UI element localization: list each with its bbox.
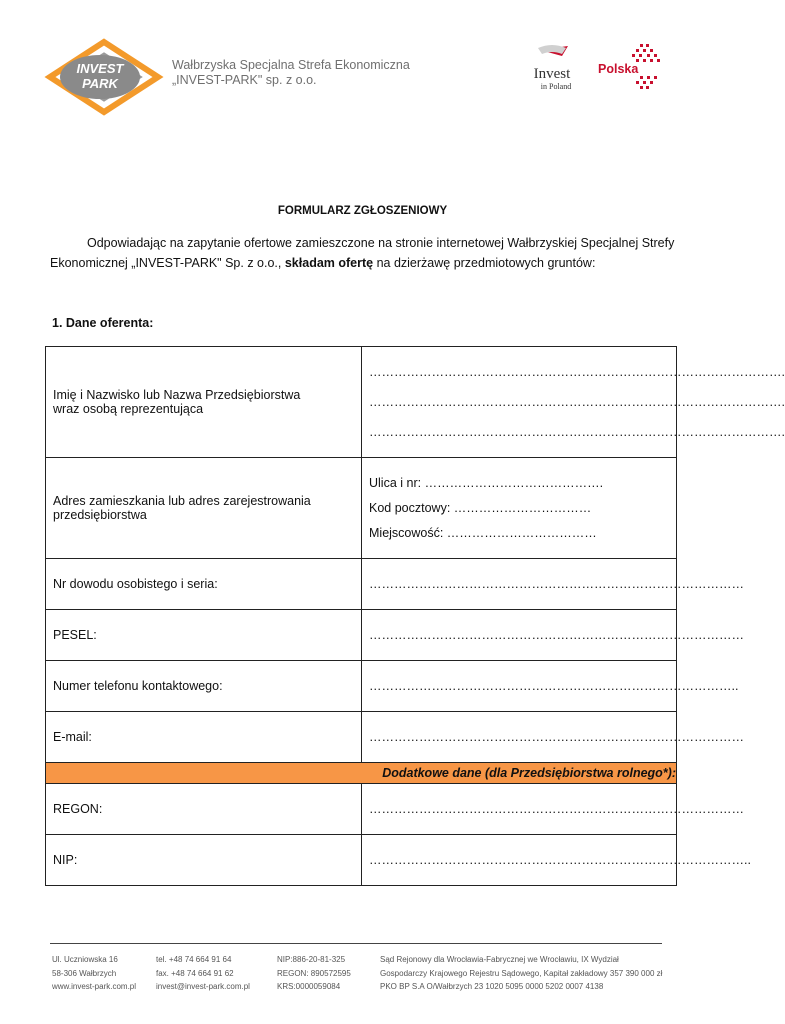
address-street[interactable]: Ulica i nr: ……………………………………. — [369, 475, 604, 490]
name-label — [46, 347, 362, 458]
address-label — [46, 458, 362, 559]
footer-address — [52, 953, 136, 994]
table-row — [46, 458, 677, 559]
address-label-line2: przedsiębiorstwa — [53, 508, 147, 522]
footer-text: Gospodarczy Krajowego Rejestru Sądowego, Kapitał zakładowy 357 390 000 zł — [380, 968, 663, 978]
table-row — [46, 763, 677, 784]
footer-email-link[interactable]: invest@invest-park.com.pl — [156, 982, 250, 991]
pesel-value[interactable]: ……………………………………………………………………………… — [369, 628, 744, 642]
invest-text: Invest — [533, 66, 571, 82]
email-field[interactable] — [362, 712, 744, 763]
footer-text: Sąd Rejonowy dla Wrocławia-Fabrycznej we Wrocławiu, IX Wydział — [380, 955, 619, 964]
footer-divider — [50, 943, 662, 944]
intro-paragraph — [50, 233, 680, 273]
footer-text: NIP:886-20-81-325 — [277, 955, 346, 964]
footer-text: REGON: 890572595 — [277, 968, 351, 978]
intro-text-2: na dzierżawę przedmiotowych gruntów: — [373, 256, 596, 270]
form-title: FORMULARZ ZGŁOSZENIOWY — [277, 205, 448, 217]
company-name — [172, 58, 410, 88]
nip-value[interactable]: ……………………………………………………………………………….. — [369, 853, 751, 867]
id-number-label: Nr dowodu osobistego i seria: — [46, 559, 362, 610]
phone-field[interactable] — [362, 661, 739, 712]
logo-text-park: PARK — [82, 76, 118, 91]
table-row — [46, 712, 677, 763]
table-row — [46, 610, 677, 661]
invest-park-logo — [48, 40, 160, 114]
email-label: E-mail: — [46, 712, 362, 763]
footer-text: Ul. Uczniowska 16 — [52, 955, 118, 964]
name-dotted-line-1[interactable]: ………………………………………………………………………………………. — [369, 365, 785, 379]
footer-text: 58-306 Wałbrzych — [52, 968, 117, 978]
intro-text-1: Odpowiadając na zapytanie ofertowe zamieszczone na stronie internetowej Wałbrzyskiej Specjalnej Strefy Ekonomicznej „INVEST-PARK" Sp. z o.o., — [50, 236, 675, 270]
polska-logo — [596, 40, 668, 92]
table-row — [46, 784, 677, 835]
table-row — [46, 347, 677, 458]
table-row — [46, 835, 677, 886]
phone-label: Numer telefonu kontaktowego: — [46, 661, 362, 712]
name-label-line1: Imię i Nazwisko lub Nazwa Przedsiębiorstwa — [53, 388, 301, 402]
footer-website-link[interactable]: www.invest-park.com.pl — [52, 982, 137, 991]
footer-registration — [277, 953, 351, 994]
address-postal-code[interactable]: Kod pocztowy: …………………………… — [369, 500, 592, 515]
regon-value[interactable]: ……………………………………………………………………………… — [369, 802, 744, 816]
regon-label: REGON: — [46, 784, 362, 835]
email-value[interactable]: ……………………………………………………………………………… — [369, 730, 744, 744]
nip-label: NIP: — [46, 835, 362, 886]
address-field[interactable] — [362, 458, 677, 559]
footer-text: tel. +48 74 664 91 64 — [156, 955, 232, 964]
pesel-label: PESEL: — [46, 610, 362, 661]
id-number-field[interactable] — [362, 559, 744, 610]
invest-in-poland-logo — [522, 44, 584, 94]
additional-data-header: Dodatkowe dane (dla Przedsiębiorstwa rolnego*): — [46, 763, 677, 784]
footer-text: KRS:0000059084 — [277, 982, 341, 991]
footer-legal — [380, 953, 662, 994]
pesel-field[interactable] — [362, 610, 744, 661]
logo-text-invest: INVEST — [76, 61, 124, 76]
company-name-line2: „INVEST-PARK" sp. z o.o. — [172, 73, 317, 87]
phone-value[interactable]: …………………………………………………………………………….. — [369, 679, 739, 693]
footer-text: PKO BP S.A O/Wałbrzych 23 1020 5095 0000 5202 0007 4138 — [380, 982, 604, 991]
id-number-value[interactable]: ……………………………………………………………………………… — [369, 577, 744, 591]
address-city[interactable]: Miejscowość: ……………………………… — [369, 525, 597, 540]
table-row — [46, 661, 677, 712]
address-label-line1: Adres zamieszkania lub adres zarejestrowania — [53, 494, 311, 508]
nip-field[interactable] — [362, 835, 751, 886]
section-heading: 1. Dane oferenta: — [52, 316, 154, 330]
footer-text: fax. +48 74 664 91 62 — [156, 968, 234, 978]
intro-text-bold: składam ofertę — [284, 256, 374, 270]
polska-text: Polska — [598, 62, 639, 76]
name-field[interactable] — [362, 347, 785, 458]
name-dotted-line-2[interactable]: ………………………………………………………………………………………. — [369, 395, 785, 409]
applicant-data-table — [45, 346, 785, 886]
company-name-line1: Wałbrzyska Specjalna Strefa Ekonomiczna — [172, 58, 410, 72]
in-poland-text: in Poland — [540, 82, 572, 91]
name-label-line2: wraz osobą reprezentująca — [53, 402, 204, 416]
regon-field[interactable] — [362, 784, 744, 835]
footer-contact — [156, 953, 250, 994]
table-row — [46, 559, 677, 610]
name-dotted-line-3[interactable]: ………………………………………………………………………………………. — [369, 425, 785, 439]
